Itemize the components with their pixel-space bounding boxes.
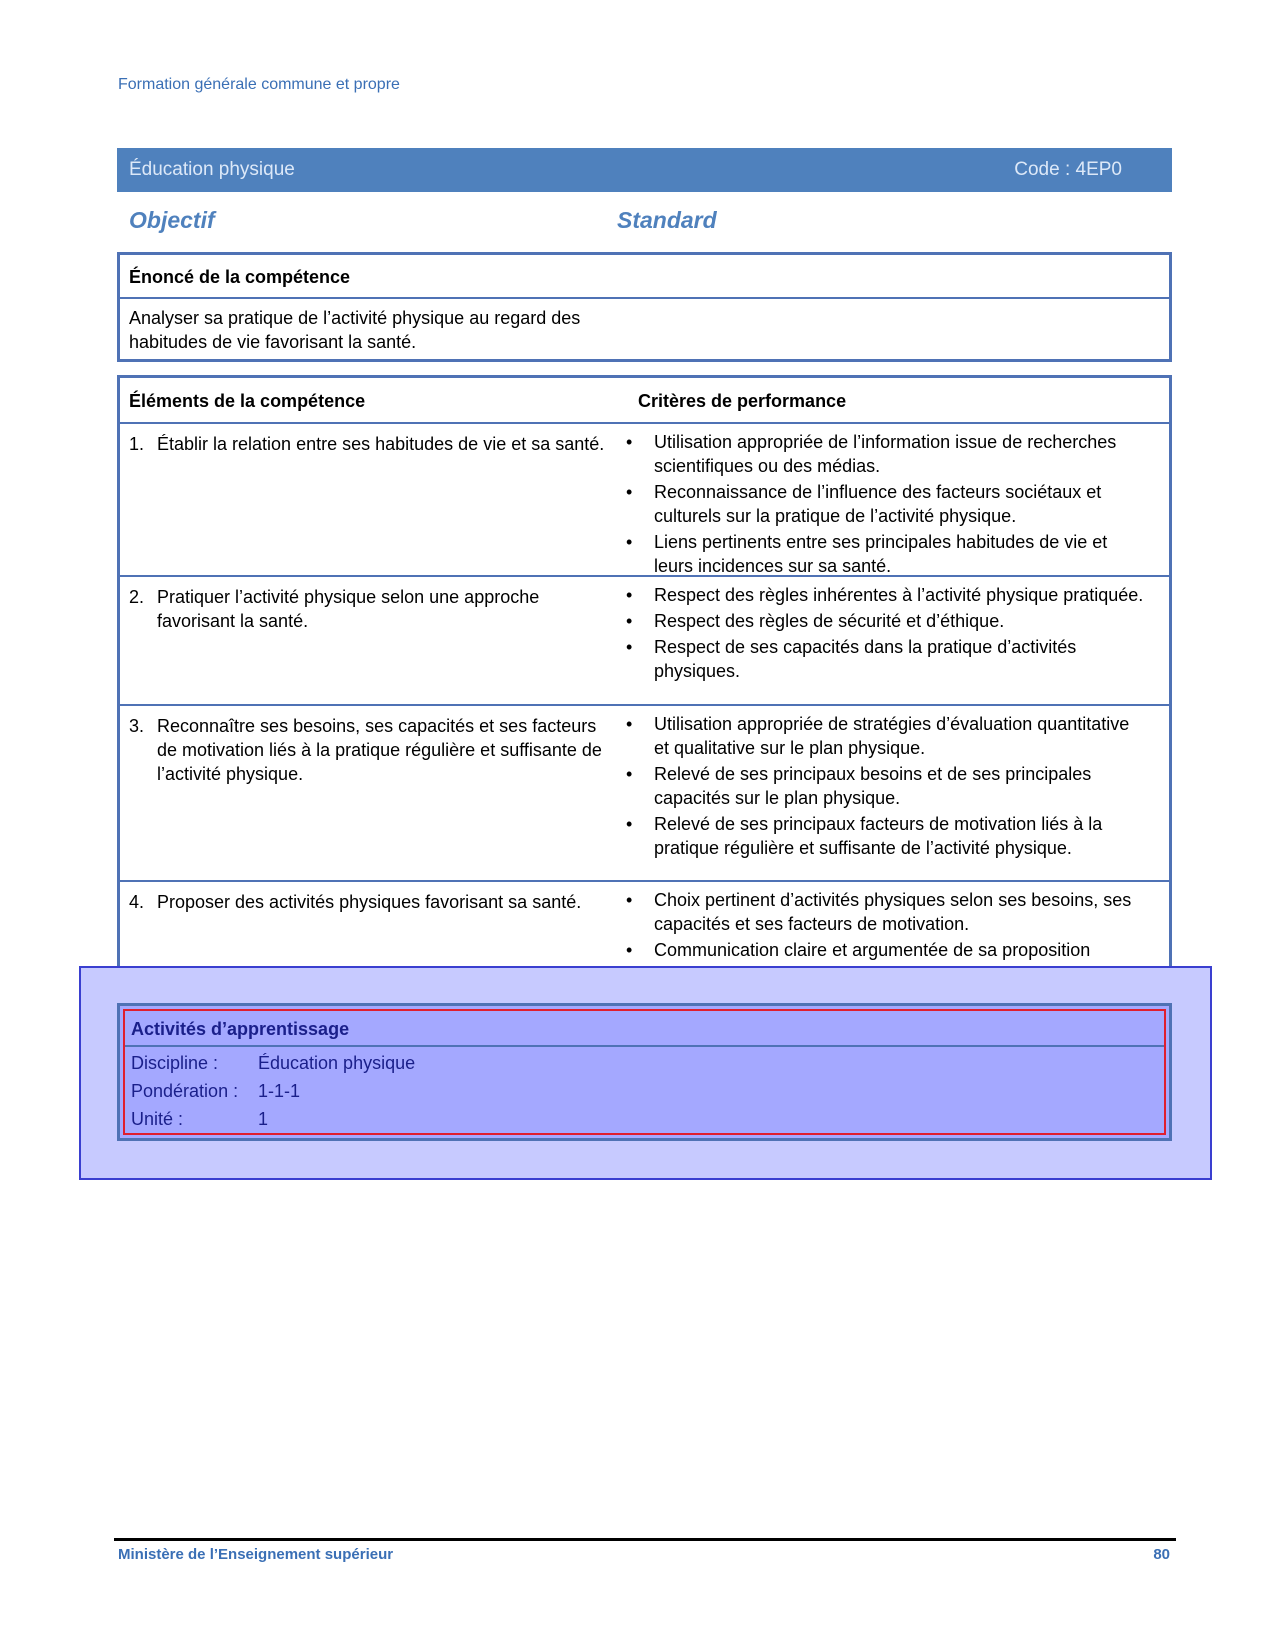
footer-publisher: Ministère de l’Enseignement supérieur: [118, 1546, 394, 1563]
course-title: Éducation physique: [129, 159, 295, 180]
objective-label: Objectif: [129, 207, 215, 233]
element-row-1: [120, 424, 1169, 577]
element-text: Établir la relation entre ses habitudes de vie et sa santé.: [157, 434, 605, 454]
activity-key: Unité :: [131, 1109, 184, 1129]
criterion-item: • Communication claire et argumentée de sa proposition: [626, 938, 1146, 986]
activity-key: Discipline :: [131, 1053, 219, 1073]
course-title-bar: [117, 148, 1172, 192]
learning-activities-box: [117, 1003, 1172, 1141]
activity-line-discipline: [125, 1047, 1164, 1075]
running-header: Formation générale commune et propre: [118, 76, 400, 93]
page-number: 80: [1153, 1546, 1170, 1563]
competency-statement-text: Analyser sa pratique de l’activité physique au regard des habitudes de vie favorisant la santé.: [129, 308, 581, 352]
element-number: 1.: [129, 434, 145, 454]
objective-standard-row: [129, 207, 1129, 237]
standard-label: Standard: [617, 207, 717, 233]
learning-activities-highlight: [123, 1009, 1166, 1135]
criteria-column-header: Critères de performance: [638, 391, 847, 411]
criterion-item: • Utilisation appropriée de l’information issue de recherches scientifiques ou des médias.: [626, 430, 1146, 478]
criterion-item: • Relevé de ses principaux besoins et de ses principales capacités sur le plan physique.: [626, 762, 1146, 810]
element-number: 3.: [129, 716, 145, 736]
learning-activities-title: Activités d’apprentissage: [125, 1011, 1164, 1047]
activity-line-unite: [125, 1103, 1164, 1131]
element-text: Reconnaître ses besoins, ses capacités et ses facteurs de motivation liés à la pratique régulière et suffisante de l’activité physique.: [157, 716, 602, 784]
criterion-item: • Liens pertinents entre ses principales habitudes de vie et leurs incidences sur sa santé.: [626, 530, 1146, 578]
criterion-item: • Respect de ses capacités dans la pratique d’activités physiques.: [626, 635, 1146, 683]
element-row-2: [120, 577, 1169, 706]
activity-value: 1-1-1: [258, 1081, 301, 1101]
criterion-item: • Utilisation appropriée de stratégies d’évaluation quantitative et qualitative sur le plan physique.: [626, 712, 1146, 760]
element-text: Pratiquer l’activité physique selon une approche favorisant la santé.: [157, 587, 540, 631]
footer-divider: [114, 1538, 1176, 1541]
element-number: 2.: [129, 587, 145, 607]
criterion-item: • Respect des règles de sécurité et d’éthique.: [626, 609, 1146, 633]
elements-table-header: [120, 378, 1169, 424]
criterion-item: • Choix pertinent d’activités physiques selon ses besoins, ses capacités et ses facteurs de motivation.: [626, 888, 1146, 936]
activity-line-ponderation: [125, 1075, 1164, 1103]
element-row-3: [120, 706, 1169, 882]
element-text: Proposer des activités physiques favorisant sa santé.: [157, 892, 582, 912]
activity-value: 1: [258, 1109, 269, 1129]
course-code: Code : 4EP0: [1014, 159, 1122, 180]
element-number: 4.: [129, 892, 145, 912]
criterion-item: • Reconnaissance de l’influence des facteurs sociétaux et culturels sur la pratique de l’activité physique.: [626, 480, 1146, 528]
competency-statement-box: [117, 252, 1172, 362]
elements-column-header: Éléments de la compétence: [129, 391, 366, 411]
activity-key: Pondération :: [131, 1081, 239, 1101]
competency-elements-table: [117, 375, 1172, 989]
page-footer: [118, 1546, 1170, 1563]
activity-value: Éducation physique: [258, 1053, 416, 1073]
criterion-item: • Relevé de ses principaux facteurs de motivation liés à la pratique régulière et suffisante de l’activité physique.: [626, 812, 1146, 860]
competency-statement-title: Énoncé de la compétence: [120, 255, 1169, 299]
criterion-item: • Respect des règles inhérentes à l’activité physique pratiquée.: [626, 583, 1146, 607]
